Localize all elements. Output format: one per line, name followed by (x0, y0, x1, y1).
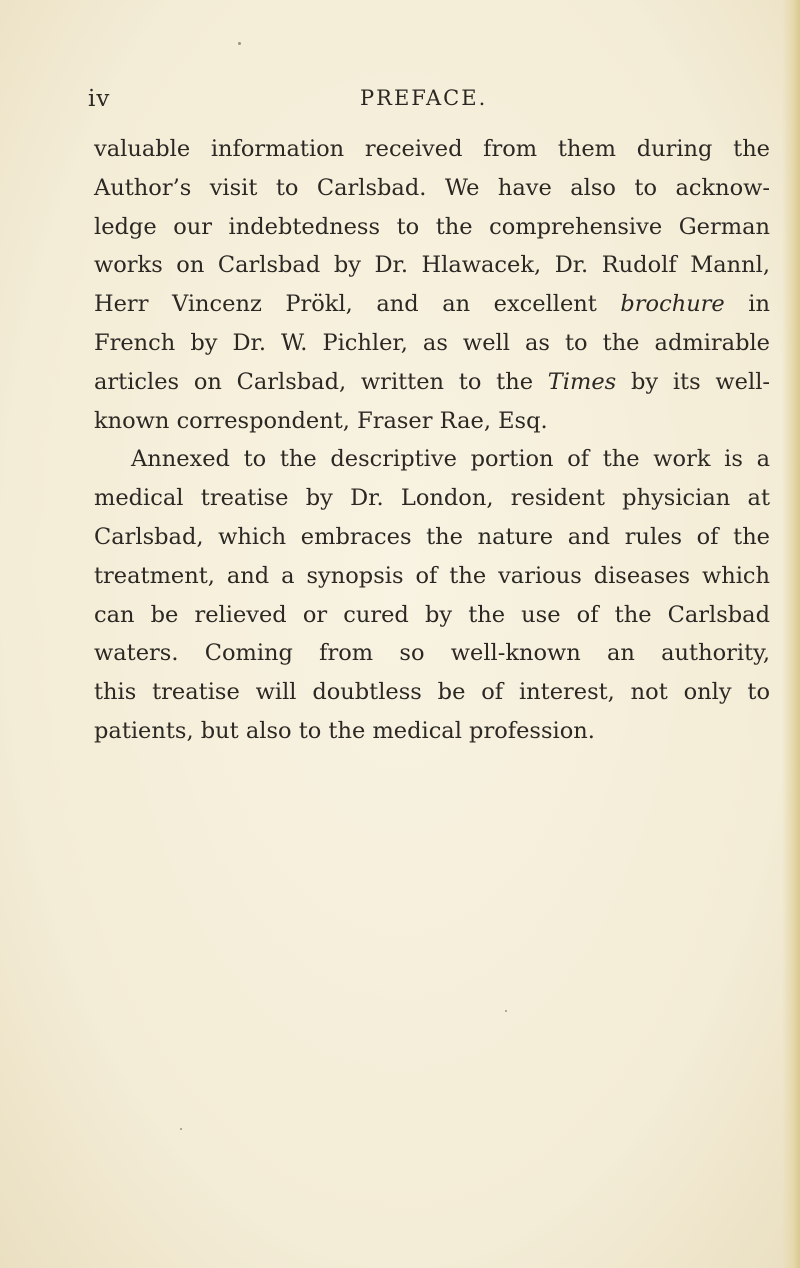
text-line: Annexed to the descriptive portion of the work is a (131, 446, 770, 473)
text-line: patients, but also to the medical profession. (94, 717, 595, 744)
text-line: waters. Coming from so well-known an authority, (94, 640, 770, 667)
text-line: valuable information received from them during the (94, 136, 770, 162)
paper-speck (238, 42, 241, 45)
page-body (94, 130, 770, 751)
text-line: this treatise will doubtless be of interest, not only to (94, 679, 770, 706)
text-line: Carlsbad, which embraces the nature and rules of the (94, 523, 770, 550)
text-line: Herr Vincenz Prökl, and an excellent brochure in (94, 291, 770, 318)
italic-word: brochure (620, 291, 725, 318)
text-line: known correspondent, Fraser Rae, Esq. (94, 407, 548, 434)
italic-word: Times (547, 368, 617, 395)
text-line: can be relieved or cured by the use of the Carlsbad (94, 601, 770, 628)
text-line: articles on Carlsbad, written to the Times by its well- (94, 368, 770, 395)
page-number: iv (88, 86, 111, 112)
paper-speck (180, 1128, 182, 1130)
text-line: works on Carlsbad by Dr. Hlawacek, Dr. Rudolf Mannl, (94, 252, 770, 279)
text-line: medical treatise by Dr. London, resident physician at (94, 485, 770, 512)
text-line: treatment, and a synopsis of the various diseases which (94, 562, 770, 589)
page-heading: PREFACE. (360, 86, 488, 110)
text-line: French by Dr. W. Pichler, as well as to the admirable (94, 329, 770, 356)
page-edge-shadow (782, 0, 800, 1268)
text-line: Author’s visit to Carlsbad. We have also to acknow- (94, 174, 770, 201)
running-head (88, 86, 778, 126)
text-line: ledge our indebtedness to the comprehensive German (94, 213, 770, 240)
paper-speck (505, 1010, 507, 1012)
